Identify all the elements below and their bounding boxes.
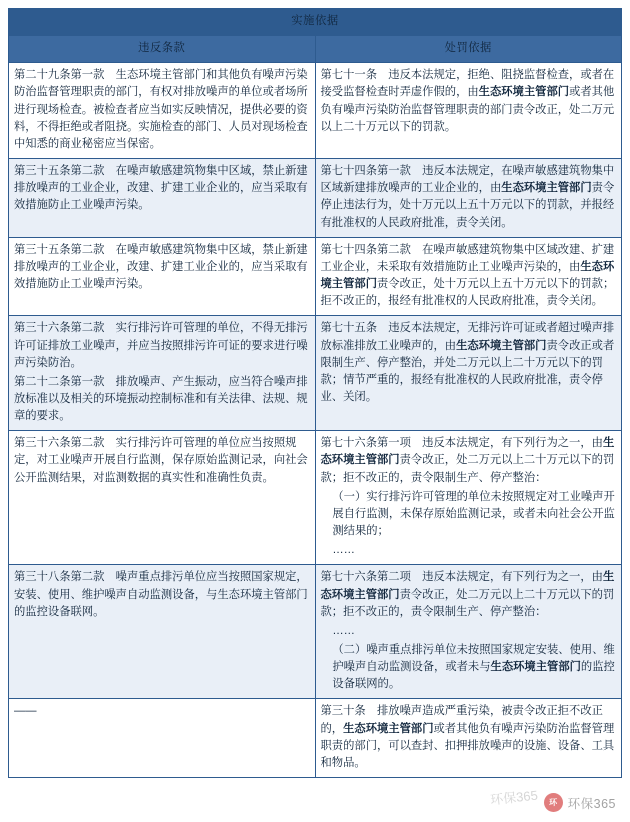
table-row — [9, 316, 622, 431]
clause-paragraph: —— — [14, 705, 37, 718]
watermark — [544, 793, 616, 812]
violation-clause-cell — [9, 63, 316, 159]
penalty-basis-table — [8, 8, 622, 778]
violation-clause-cell — [9, 159, 316, 238]
watermark-logo-icon: 环 — [544, 793, 563, 812]
clause-paragraph: 第七十五条 违反本法规定，无排污许可证或者超过噪声排放标准排放工业噪声的，由生态环境主管部门责令改正或者限制生产、停产整治，并处二万元以上二十万元以下的罚款；情节严重的，报经有批准权的人民政府批准，责令停业、关闭。 — [320, 322, 615, 403]
violation-clause-cell — [9, 316, 316, 431]
penalty-basis-cell — [315, 237, 622, 316]
column-header-violation: 违反条款 — [9, 36, 316, 63]
clause-paragraph: 第三十五条第二款 在噪声敏感建筑物集中区域，禁止新建排放噪声的工业企业，改建、扩建工业企业的，应当采取有效措施防止工业噪声污染。 — [14, 243, 308, 291]
table-row — [9, 565, 622, 699]
clause-paragraph: 第三十五条第二款 在噪声敏感建筑物集中区域，禁止新建排放噪声的工业企业，改建、扩建工业企业的，应当采取有效措施防止工业噪声污染。 — [14, 165, 308, 212]
clause-paragraph: （一）实行排污许可管理的单位未按照规定对工业噪声开展自行监测，未保存原始监测记录，或者未向社会公开监测结果的； — [332, 490, 615, 538]
penalty-basis-cell — [315, 63, 622, 159]
clause-paragraph: 第七十六条第一项 违反本法规定，有下列行为之一，由生态环境主管部门责令改正，处二万元以上二十万元以下的罚款；拒不改正的，责令限制生产、停产整治： — [320, 437, 615, 484]
table-title-cell: 实施依据 — [9, 9, 622, 36]
clause-paragraph: …… — [332, 544, 355, 557]
table-body — [9, 63, 622, 778]
clause-paragraph: 第三十六条第二款 实行排污许可管理的单位应当按照规定，对工业噪声开展自行监测，保存原始监测记录，向社会公开监测结果，对监测数据的真实性和准确性负责。 — [14, 437, 308, 484]
table-row — [9, 237, 622, 316]
penalty-basis-cell — [315, 431, 622, 565]
clause-paragraph: 第二十二条第一款 排放噪声、产生振动，应当符合噪声排放标准以及相关的环境振动控制标准和有关法律、法规、规章的要求。 — [14, 375, 308, 423]
clause-paragraph: 第七十四条第二款 在噪声敏感建筑物集中区域改建、扩建工业企业，未采取有效措施防止工业噪声污染的，由生态环境主管部门责令改正，处十万元以上五十万元以下的罚款；拒不改正的，报经有批准权的人民政府批准，责令关闭。 — [320, 243, 615, 308]
clause-paragraph: 第七十六条第二项 违反本法规定，有下列行为之一，由生态环境主管部门责令改正，处二万元以上二十万元以下的罚款；拒不改正的，责令限制生产、停产整治： — [320, 571, 615, 618]
watermark-label: 环保365 — [567, 796, 616, 811]
penalty-basis-cell — [315, 565, 622, 699]
penalty-basis-cell — [315, 699, 622, 778]
clause-paragraph: 第七十一条 违反本法规定，拒绝、阻挠监督检查，或者在接受监督检查时弄虚作假的，由生态环境主管部门或者其他负有噪声污染防治监督管理职责的部门责令改正，处二万元以上二十万元以下的罚款。 — [320, 69, 615, 133]
clause-paragraph: 第二十九条第一款 生态环境主管部门和其他负有噪声污染防治监督管理职责的部门，有权对排放噪声的单位或者场所进行现场检查。被检查者应当如实反映情况，提供必要的资料，不得拒绝或者阻挠。实施检查的部门、人员对现场检查中知悉的商业秘密应当保密。 — [14, 69, 308, 150]
violation-clause-cell — [9, 699, 316, 778]
watermark-ghost-text: 环保365 — [489, 787, 539, 808]
penalty-basis-cell — [315, 316, 622, 431]
penalty-basis-cell — [315, 159, 622, 238]
clause-paragraph: （二）噪声重点排污单位未按照国家规定安装、使用、维护噪声自动监测设备，或者未与生态环境主管部门的监控设备联网的。 — [332, 644, 615, 691]
clause-paragraph: 第三十八条第二款 噪声重点排污单位应当按照国家规定，安装、使用、维护噪声自动监测设备，与生态环境主管部门的监控设备联网。 — [14, 571, 308, 618]
clause-paragraph: 第三十六条第二款 实行排污许可管理的单位，不得无排污许可证排放工业噪声，并应当按照排污许可证的要求进行噪声污染防治。 — [14, 322, 308, 369]
table-row — [9, 699, 622, 778]
column-header-penalty: 处罚依据 — [315, 36, 622, 63]
table-row — [9, 159, 622, 238]
clause-paragraph: …… — [332, 624, 355, 637]
table-row — [9, 431, 622, 565]
table-head — [9, 9, 622, 63]
table-header-main-row — [9, 9, 622, 36]
violation-clause-cell — [9, 431, 316, 565]
clause-paragraph: 第七十四条第一款 违反本法规定，在噪声敏感建筑物集中区域新建排放噪声的工业企业的，由生态环境主管部门责令停止违法行为，处十万元以上五十万元以下的罚款，并报经有批准权的人民政府批准，责令关闭。 — [320, 165, 615, 229]
table-header-sub-row — [9, 36, 622, 63]
violation-clause-cell — [9, 237, 316, 316]
table-row — [9, 63, 622, 159]
violation-clause-cell — [9, 565, 316, 699]
clause-paragraph: 第三十条 排放噪声造成严重污染，被责令改正拒不改正的，生态环境主管部门或者其他负有噪声污染防治监督管理职责的部门，可以查封、扣押排放噪声的设施、设备、工具和物品。 — [320, 705, 615, 769]
